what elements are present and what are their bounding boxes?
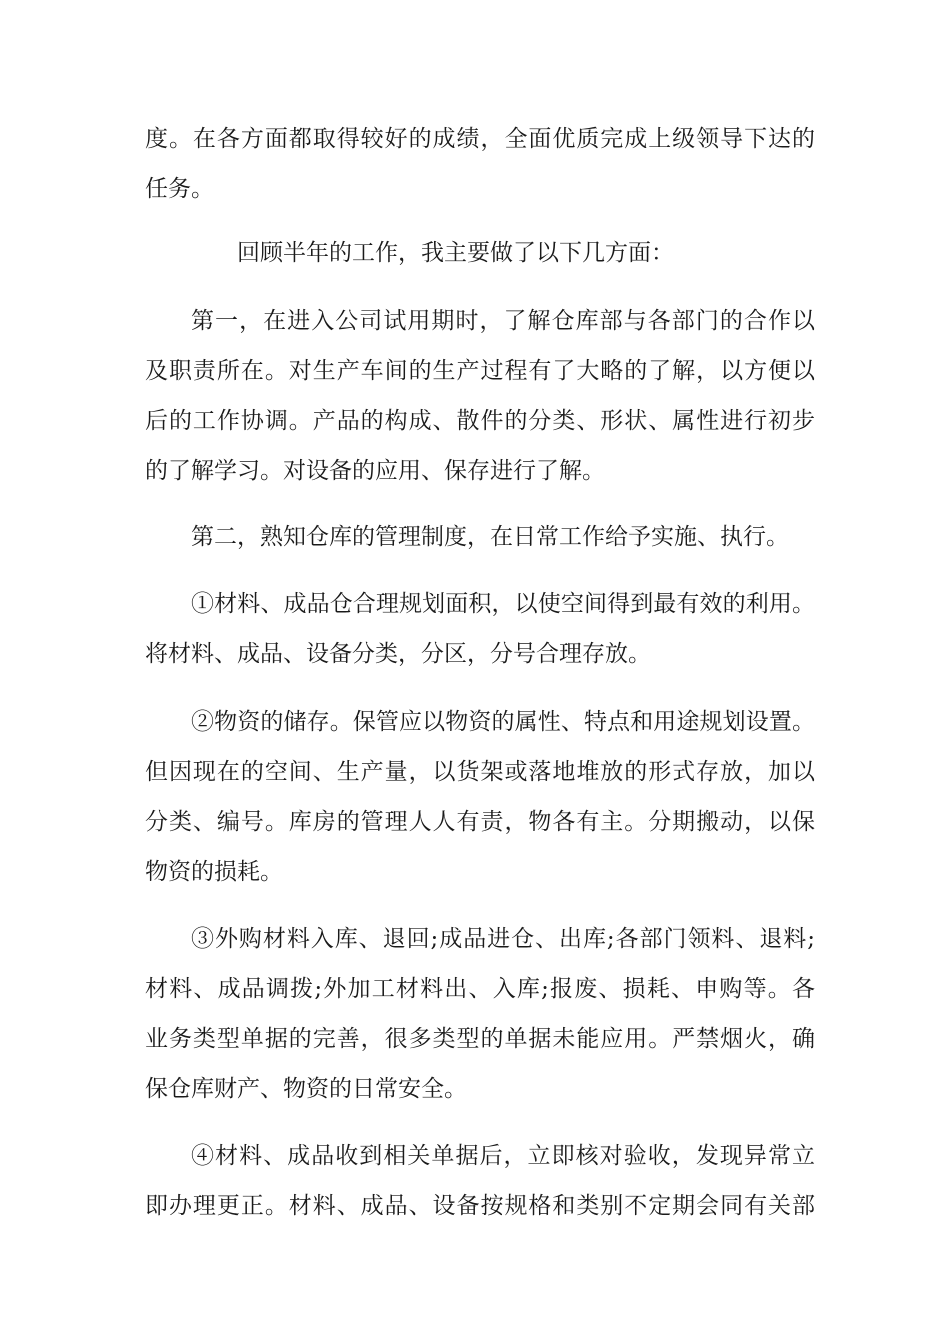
paragraph-3 bbox=[145, 302, 815, 490]
paragraph-line: ④材料、成品收到相关单据后，立即核对验收，发现异常立 bbox=[191, 1143, 815, 1169]
paragraph-line: 即办理更正。材料、成品、设备按规格和类别不定期会同有关部 bbox=[145, 1193, 815, 1219]
paragraph-2 bbox=[145, 234, 815, 272]
paragraph-line: 及职责所在。对生产车间的生产过程有了大略的了解，以方便以 bbox=[145, 358, 815, 384]
paragraph-8 bbox=[145, 1137, 815, 1225]
paragraph-line: 分类、编号。库房的管理人人有责，物各有主。分期搬动，以保 bbox=[145, 809, 815, 835]
paragraph-line: 任务。 bbox=[145, 176, 214, 202]
paragraph-line: 保仓库财产、物资的日常安全。 bbox=[145, 1076, 467, 1102]
paragraph-line: 但因现在的空间、生产量，以货架或落地堆放的形式存放，加以 bbox=[145, 759, 815, 785]
paragraph-4 bbox=[145, 518, 815, 556]
paragraph-line: 业务类型单据的完善，很多类型的单据未能应用。严禁烟火，确 bbox=[145, 1026, 815, 1052]
paragraph-line: 第二，熟知仓库的管理制度，在日常工作给予实施、执行。 bbox=[191, 524, 789, 550]
paragraph-line: 将材料、成品、设备分类，分区，分号合理存放。 bbox=[145, 641, 651, 667]
paragraph-line: 第一，在进入公司试用期时，了解仓库部与各部门的合作以 bbox=[191, 308, 815, 334]
paragraph-1 bbox=[145, 120, 815, 208]
paragraph-line: 后的工作协调。产品的构成、散件的分类、形状、属性进行初步 bbox=[145, 408, 815, 434]
paragraph-line: 材料、成品调拨;外加工材料出、入库;报废、损耗、申购等。各 bbox=[145, 976, 815, 1002]
paragraph-line: ①材料、成品仓合理规划面积，以使空间得到最有效的利用。 bbox=[191, 591, 815, 617]
paragraph-line: ③外购材料入库、退回;成品进仓、出库;各部门领料、退料; bbox=[191, 926, 815, 952]
paragraph-line: 的了解学习。对设备的应用、保存进行了解。 bbox=[145, 458, 605, 484]
paragraph-7 bbox=[145, 920, 815, 1108]
paragraph-line: 度。在各方面都取得较好的成绩，全面优质完成上级领导下达的 bbox=[145, 126, 815, 152]
paragraph-line: 物资的损耗。 bbox=[145, 859, 283, 885]
paragraph-6 bbox=[145, 703, 815, 891]
paragraph-line: ②物资的储存。保管应以物资的属性、特点和用途规划设置。 bbox=[191, 709, 815, 735]
paragraph-line: 回顾半年的工作，我主要做了以下几方面： bbox=[237, 240, 674, 266]
paragraph-5 bbox=[145, 585, 815, 673]
